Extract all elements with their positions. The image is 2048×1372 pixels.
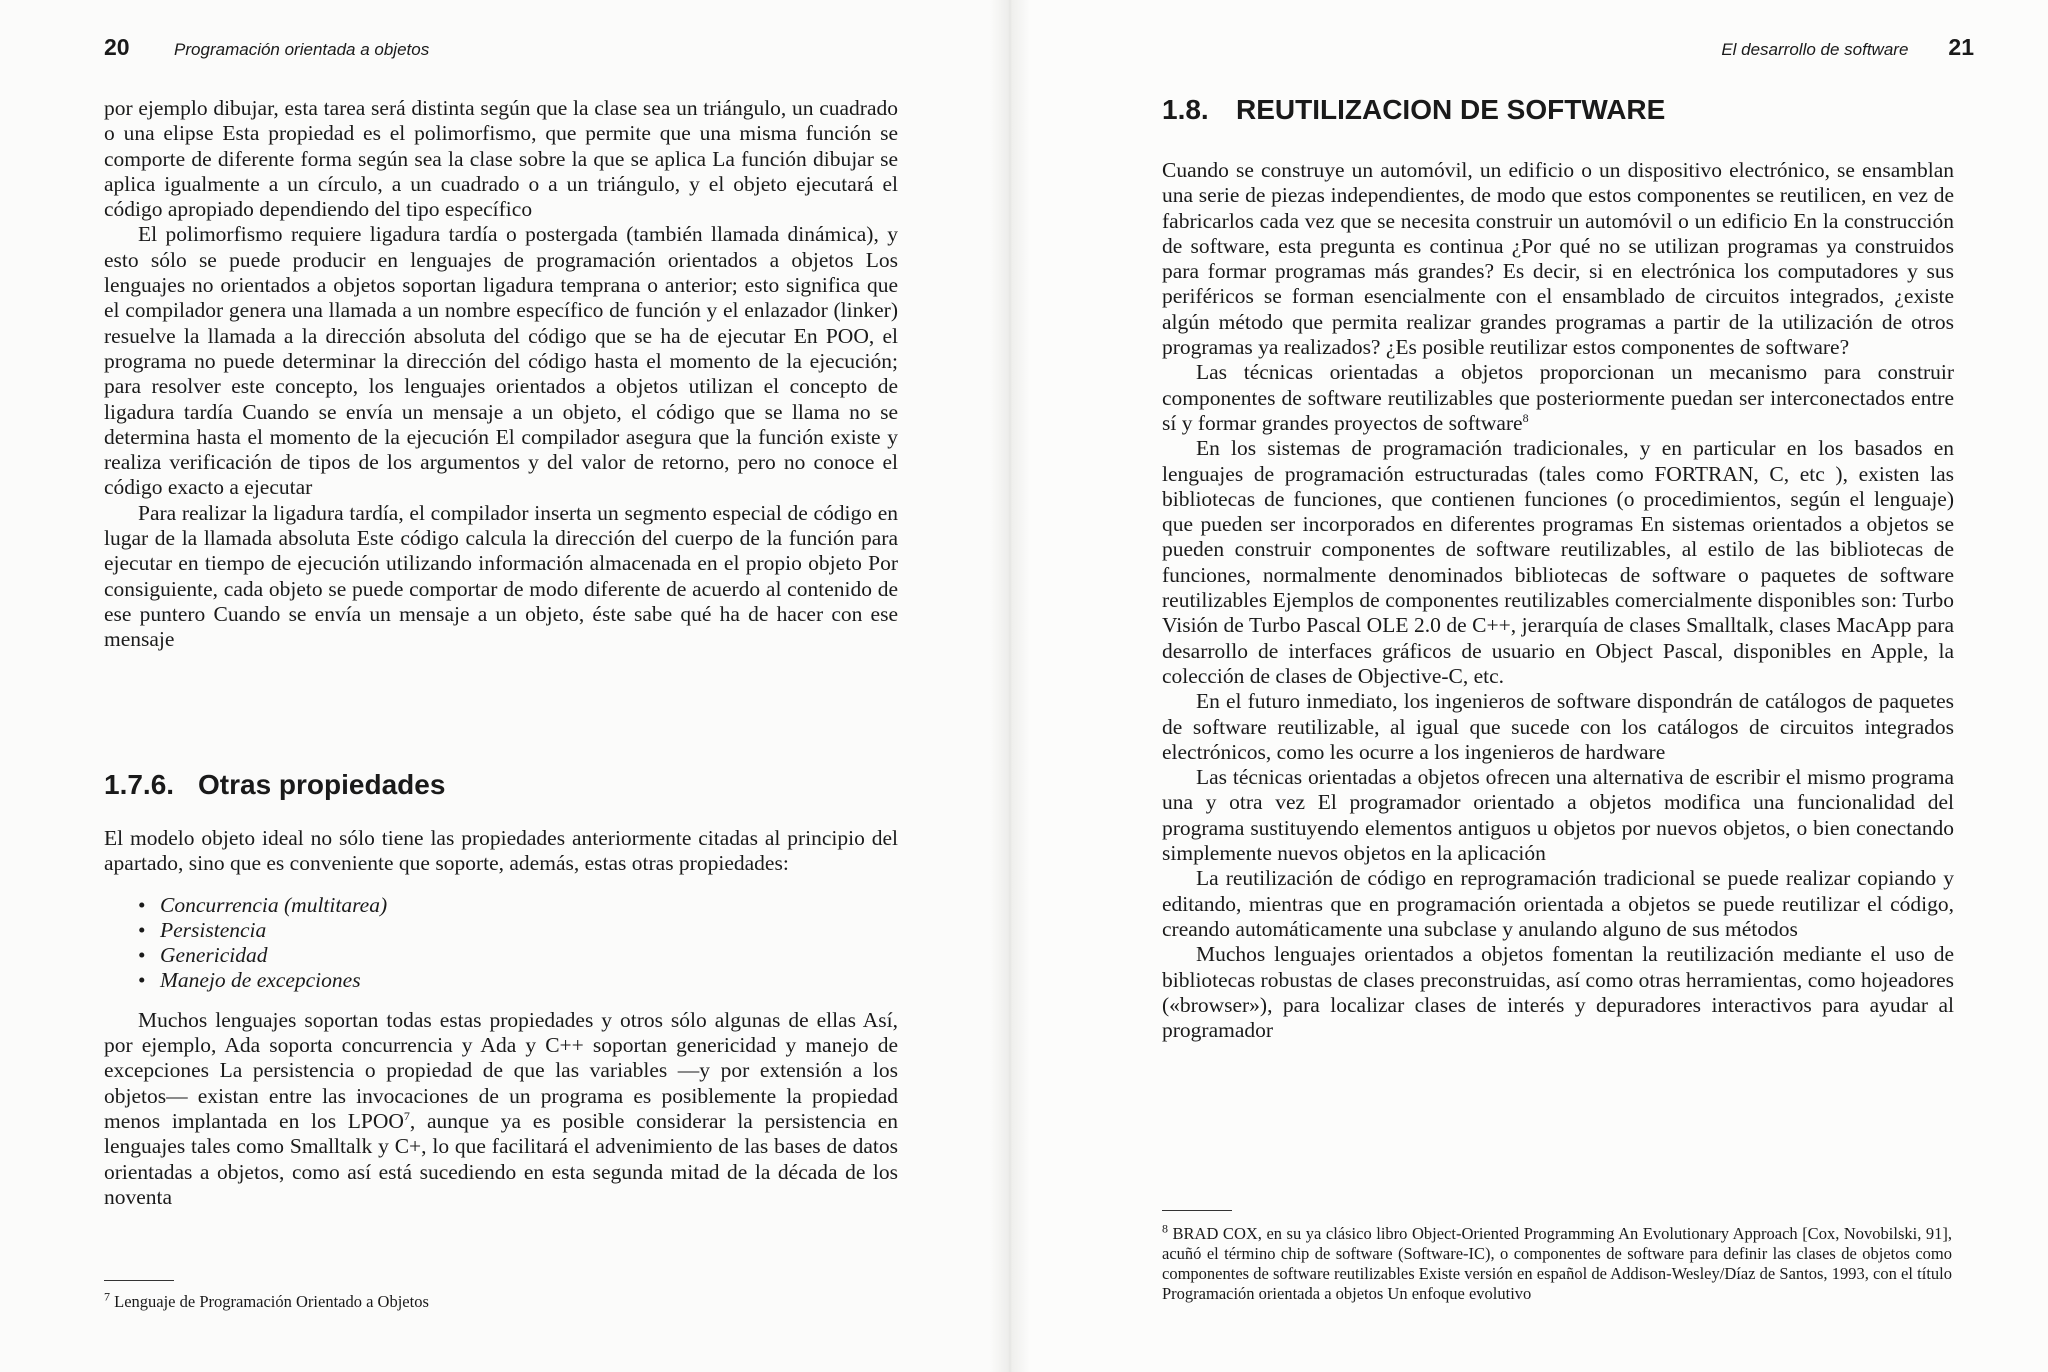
left-paragraph-4: El modelo objeto ideal no sólo tiene las propiedades anteriormente citadas al principio del apartado, sino que es conveniente que soporte, además, estas otras propiedades: xyxy=(104,826,898,876)
right-paragraph-5: Las técnicas orientadas a objetos ofrecen una alternativa de escribir el mismo programa una y otra vez El programador orientado a objetos modifica una funcionalidad del programa sustituyendo elementos antiguos u objetos por nuevos objetos, o bien conectando simplemente nuevos objetos en la aplicación xyxy=(1162,765,1954,866)
list-item: • Genericidad xyxy=(138,943,268,968)
right-footnote-text: BRAD COX, en su ya clásico libro Object-Oriented Programming An Evolutionary Approach [Cox, Novobilski, 91], acuñó el término chip de software (Software-IC), o componentes de software para definir las clases de objetos como componentes de software reutilizables Existe versión en español de Addison-Wesley/Díaz de Santos, 1993, con el título Programación orientada a objetos Un enfoque evolutivo xyxy=(1162,1224,1952,1303)
footnote-ref-7: 7 xyxy=(403,1108,410,1123)
properties-list xyxy=(104,893,898,994)
right-paragraph-3: En los sistemas de programación tradicionales, y en particular en los basados en lenguajes de programación estructuradas (tales como FORTRAN, C, etc ), existen las bibliotecas de funciones, que contienen funciones (o procedimientos, según el lenguaje) que pueden ser incorporados en diferentes programas En sistemas orientados a objetos se pueden construir componentes de software reutilizables, al estilo de las bibliotecas de funciones, normalmente denominados bibliotecas de software o paquetes de software reutilizables Ejemplos de componentes reutilizables comercialmente disponibles son: Turbo Visión de Turbo Pascal OLE 2.0 de C++, jerarquía de clases Smalltalk, clases MacApp para desarrollo de interfaces gráficos de usuario en Object Pascal, disponibles en Apple, la colección de clases de Objective-C, etc. xyxy=(1162,436,1954,688)
right-footnote: $^8$ BRAD COX, en su ya clásico libro Object-Oriented Programming An Evolutionary Approach [Cox, Novobilski, 91], acuñó el término chip de software (Software-IC), o componentes de software para definir las clases de objetos como componentes de software reutilizables Existe versión en español de Addison-Wesley/Díaz de Santos, 1993, con el título Programación orientada a objetos Un enfoque evolutivo xyxy=(1162,1221,1952,1303)
section-heading-1-7-6 xyxy=(104,769,445,801)
section-title: Otras propiedades xyxy=(198,769,446,800)
list-item: • Persistencia xyxy=(138,917,267,942)
book-gutter xyxy=(990,0,1030,1372)
left-page-header xyxy=(104,34,429,61)
right-paragraph-6: La reutilización de código en reprogramación tradicional se puede realizar copiando y editando, mientras que en programación orientada a objetos se puede reutilizar el código, creando automáticamente una subclase y anulando alguno de sus métodos xyxy=(1162,866,1954,941)
left-footnote-text: Lenguaje de Programación Orientado a Objetos xyxy=(114,1292,429,1311)
left-page-number: 20 xyxy=(104,34,130,60)
right-page-number: 21 xyxy=(1948,34,1974,60)
list-item: • Manejo de excepciones xyxy=(138,968,361,993)
footnote-ref-8: 8 xyxy=(1522,410,1529,425)
right-paragraph-2: Las técnicas orientadas a objetos proporcionan un mecanismo para construir componentes de software reutilizables que posteriormente puedan ser interconectados entre sí y formar grandes proyectos de software$^8$ xyxy=(1162,360,1954,435)
list-item: • Concurrencia (multitarea) xyxy=(138,892,388,917)
right-paragraph-7: Muchos lenguajes orientados a objetos fomentan la reutilización mediante el uso de bibliotecas robustas de clases preconstruidas, así como otras herramientas, como hojeadores («browser»), para localizar clases de interés y depuradores interactivos para ayudar al programador xyxy=(1162,942,1954,1043)
section-heading-1-8 xyxy=(1162,94,1665,126)
left-body-text xyxy=(104,96,898,653)
left-running-title: Programación orientada a objetos xyxy=(174,40,430,59)
section-number: 1.8. xyxy=(1162,94,1209,125)
right-page-header xyxy=(1721,34,1974,61)
right-running-title: El desarrollo de software xyxy=(1721,40,1909,59)
right-paragraph-1: Cuando se construye un automóvil, un edificio o un dispositivo electrónico, se ensamblan una serie de piezas independientes, de modo que estos componentes se reutilicen, en vez de fabricarlos cada vez que se necesita construir un automóvil o un edificio En la construcción de software, esta pregunta es continua ¿Por qué no se utilizan programas ya construidos para formar programas más grandes? Es decir, si en electrónica los computadores y sus periféricos se forman esencialmente con el ensamblado de circuitos integrados, ¿existe algún método que permita realizar grandes programas a partir de la utilización de otros programas ya realizados? ¿Es posible reutilizar estos componentes de software? xyxy=(1162,158,1954,360)
right-body-text xyxy=(1162,158,1954,1043)
section-number: 1.7.6. xyxy=(104,769,175,800)
left-body-text-2 xyxy=(104,826,898,1210)
right-paragraph-4: En el futuro inmediato, los ingenieros de software dispondrán de catálogos de paquetes de software reutilizable, al igual que sucede con los catálogos de circuitos integrados electrónicos, como les ocurre a los ingenieros de hardware xyxy=(1162,689,1954,764)
left-paragraph-2: El polimorfismo requiere ligadura tardía o postergada (también llamada dinámica), y esto sólo se puede producir en lenguajes de programación orientados a objetos Los lenguajes no orientados a objetos soportan ligadura temprana o anterior; esto significa que el compilador genera una llamada a un nombre específico de función y el enlazador (linker) resuelve la llamada a la dirección absoluta del código que se ha de ejecutar En POO, el programa no puede determinar la dirección del código hasta el momento de la ejecución; para resolver este concepto, los lenguajes orientados a objetos utilizan el concepto de ligadura tardía Cuando se envía un mensaje a un objeto, el código que se llama no se determina hasta el momento de la ejecución El compilador asegura que la función existe y realiza verificación de tipos de los argumentos y del valor de retorno, pero no conoce el código exacto a ejecutar xyxy=(104,222,898,500)
section-title: REUTILIZACION DE SOFTWARE xyxy=(1236,94,1666,125)
footnote-rule-right xyxy=(1162,1210,1232,1211)
left-footnote: $^7$ Lenguaje de Programación Orientado a Objetos xyxy=(104,1289,429,1311)
left-paragraph-1: por ejemplo dibujar, esta tarea será distinta según que la clase sea un triángulo, un cuadrado o una elipse Esta propiedad es el polimorfismo, que permite que una misma función se comporte de diferente forma según sea la clase sobre la que se aplica La función dibujar se aplica igualmente a un círculo, a un cuadrado o a un triángulo, y el objeto ejecutará el código apropiado dependiendo del tipo específico xyxy=(104,96,898,222)
footnote-rule-left xyxy=(104,1280,174,1281)
left-paragraph-5: Muchos lenguajes soportan todas estas propiedades y otros sólo algunas de ellas Así, por ejemplo, Ada soporta concurrencia y Ada y C++ soportan genericidad y manejo de excepciones La persistencia o propiedad de que las variables —y por extensión a los objetos— existan entre las invocaciones de un programa es posiblemente la propiedad menos implantada en los LPOO$^7$, aunque ya es posible considerar la persistencia en lenguajes tales como Smalltalk y C+, lo que facilitará el advenimiento de las bases de datos orientadas a objetos, como así está sucediendo en esta segunda mitad de la década de los noventa xyxy=(104,1007,898,1209)
left-paragraph-3: Para realizar la ligadura tardía, el compilador inserta un segmento especial de código en lugar de la llamada absoluta Este código calcula la dirección del cuerpo de la función para ejecutar en tiempo de ejecución utilizando información almacenada en el propio objeto Por consiguiente, cada objeto se puede comportar de modo diferente de acuerdo al contenido de ese puntero Cuando se envía un mensaje a un objeto, éste sabe qué ha de hacer con ese mensaje xyxy=(104,500,898,652)
